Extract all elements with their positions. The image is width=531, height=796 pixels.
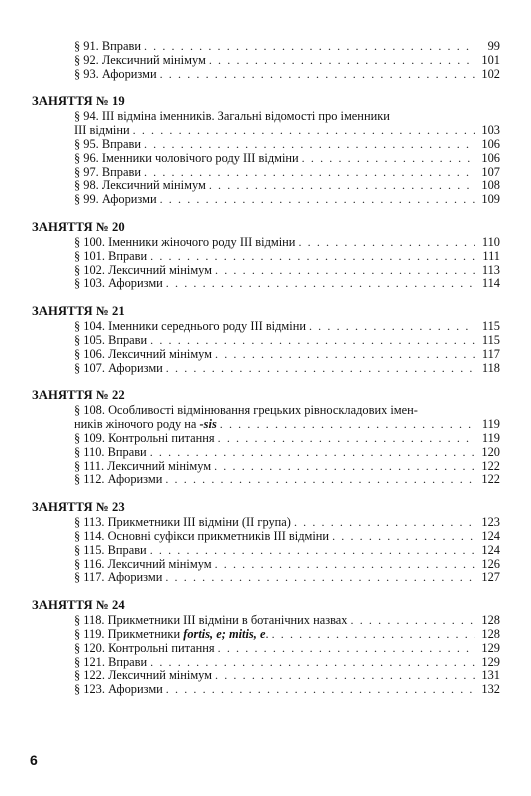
toc-entry — [74, 138, 500, 152]
toc-entry-page: 109 — [481, 192, 500, 207]
toc-entry-page: 113 — [481, 262, 500, 277]
toc-entry — [74, 516, 500, 530]
toc-entry-title: § 111. Лексичний мінімум — [74, 458, 212, 473]
toc-entry — [74, 264, 500, 278]
toc-entry-page: 122 — [481, 458, 500, 473]
toc-entry-title: § 99. Афоризми — [74, 192, 157, 207]
section-heading-24: ЗАНЯТТЯ № 24 — [32, 598, 125, 613]
latin-adjectives: fortis, e; mitis, e — [183, 626, 266, 641]
toc-group-top — [32, 40, 500, 81]
toc-entry-title: § 98. Лексичний мінімум — [74, 178, 206, 193]
toc-entry — [74, 669, 500, 683]
toc-entry-page: 132 — [481, 682, 500, 697]
toc-entry — [74, 250, 500, 264]
toc-entry-title: § 93. Афоризми — [74, 66, 157, 81]
toc-entry-title-line2: ників жіночого роду на — [74, 417, 200, 432]
toc-entry-title: § 122. Лексичний мінімум — [74, 668, 213, 683]
latin-ending: -sis — [199, 417, 217, 432]
toc-entry-title: § 97. Вправи — [74, 164, 141, 179]
toc-entry-title: § 123. Афоризми — [74, 682, 163, 697]
section-heading-21: ЗАНЯТТЯ № 21 — [32, 304, 125, 319]
toc-entry-page: 106 — [481, 150, 500, 165]
toc-entry-page: 120 — [481, 444, 500, 459]
toc-entry — [74, 40, 500, 54]
toc-entry — [74, 614, 500, 628]
toc-entry-page: 131 — [481, 668, 500, 683]
toc-entry — [74, 152, 500, 166]
toc-entry-title: § 96. Іменники чоловічого роду ІІІ відміни — [74, 150, 299, 165]
table-of-contents — [32, 40, 500, 697]
toc-entry — [74, 473, 500, 487]
toc-entry-title: § 101. Вправи — [74, 248, 148, 263]
toc-entry: § 119. Прикметники fortis, e; mitis, e. . . . 128 — [74, 628, 500, 642]
toc-entry-page: 102 — [481, 66, 500, 81]
toc-entry — [74, 642, 500, 656]
toc-entry-title: § 118. Прикметники ІІІ відміни в ботанічних назвах — [74, 613, 348, 628]
toc-entry-title: § 107. Афоризми — [74, 360, 163, 375]
toc-entry-title: § 109. Контрольні питання — [74, 430, 215, 445]
toc-entry-title: § 115. Вправи — [74, 542, 147, 557]
toc-entry-title: § 121. Вправи — [74, 654, 148, 669]
toc-entry — [74, 54, 500, 68]
toc-entry-title: § 103. Афоризми — [74, 276, 163, 291]
toc-entry-title-line2: ІІІ відміни — [74, 123, 130, 138]
toc-entry-page: 107 — [481, 164, 500, 179]
toc-entry-page: 128 — [481, 613, 500, 628]
toc-entry-page: 110 — [481, 234, 500, 249]
toc-entry-page: 129 — [481, 640, 500, 655]
toc-entry-page: 124 — [481, 542, 500, 557]
toc-entry — [74, 558, 500, 572]
section-heading-23: ЗАНЯТТЯ № 23 — [32, 500, 125, 515]
toc-entry-title: § 100. Іменники жіночого роду ІІІ відміни — [74, 234, 296, 249]
toc-entry-title: § 92. Лексичний мінімум — [74, 52, 206, 67]
section-heading-19: ЗАНЯТТЯ № 19 — [32, 94, 125, 109]
toc-entry-page: 124 — [481, 528, 500, 543]
toc-entry-multiline — [74, 404, 500, 432]
toc-entry-page: 126 — [481, 556, 500, 571]
toc-entry — [74, 68, 500, 82]
toc-entry-title: § 104. Іменники середнього роду ІІІ відміни — [74, 319, 306, 334]
toc-entry-page: 106 — [481, 136, 500, 151]
page-number: 6 — [30, 752, 38, 768]
toc-entry-title: § 114. Основні суфікси прикметників ІІІ відміни — [74, 528, 330, 543]
toc-entry — [74, 362, 500, 376]
toc-entry-title: § 91. Вправи — [74, 39, 141, 53]
toc-entry — [74, 656, 500, 670]
toc-entry-title: § 112. Афоризми — [74, 472, 163, 487]
toc-entry-page: 123 — [481, 515, 500, 530]
toc-entry — [74, 544, 500, 558]
toc-entry — [74, 334, 500, 348]
toc-entry-page: 103 — [481, 123, 500, 138]
toc-entry-page: 115 — [481, 332, 500, 347]
section-heading-22: ЗАНЯТТЯ № 22 — [32, 388, 125, 403]
toc-entry — [74, 683, 500, 697]
toc-entry-page: 119 — [481, 430, 500, 445]
toc-entry-title: § 106. Лексичний мінімум — [74, 346, 213, 361]
toc-entry — [74, 446, 500, 460]
toc-entry-title: § 102. Лексичний мінімум — [74, 262, 213, 277]
toc-entry — [74, 193, 500, 207]
toc-entry-title: § 116. Лексичний мінімум — [74, 556, 212, 571]
section-heading-20: ЗАНЯТТЯ № 20 — [32, 219, 125, 234]
toc-entry-title: § 117. Афоризми — [74, 570, 163, 585]
toc-entry — [74, 179, 500, 193]
toc-entry-page: 114 — [481, 276, 500, 291]
toc-entry-title-line1: § 94. ІІІ відміна іменників. Загальні відомості про іменники — [74, 109, 390, 124]
toc-entry-page: 108 — [481, 178, 500, 193]
toc-entry — [74, 530, 500, 544]
toc-entry-page: 129 — [481, 654, 500, 669]
toc-entry-title: § 119. Прикметники — [74, 626, 184, 641]
toc-entry — [74, 277, 500, 291]
toc-entry — [74, 432, 500, 446]
toc-entry — [74, 348, 500, 362]
toc-entry-page: 115 — [481, 319, 500, 334]
toc-entry-title: § 120. Контрольні питання — [74, 640, 215, 655]
toc-entry-page: 119 — [481, 417, 500, 432]
toc-entry — [74, 236, 500, 250]
toc-entry-page: 101 — [481, 52, 500, 67]
toc-entry-title: § 113. Прикметники ІІІ відміни (ІІ група) — [74, 515, 291, 530]
toc-entry-page: 99 — [487, 39, 500, 53]
toc-entry — [74, 320, 500, 334]
toc-entry — [74, 571, 500, 585]
toc-entry-page: 122 — [481, 472, 500, 487]
toc-entry-page: 127 — [481, 570, 500, 585]
toc-entry-page: 118 — [481, 360, 500, 375]
toc-entry-title: § 110. Вправи — [74, 444, 147, 459]
toc-entry-page: 117 — [481, 346, 500, 361]
toc-entry-multiline — [74, 110, 500, 138]
toc-entry-title: § 95. Вправи — [74, 136, 141, 151]
toc-entry-page: 128 — [481, 626, 500, 641]
toc-entry-title: § 105. Вправи — [74, 332, 148, 347]
toc-entry — [74, 166, 500, 180]
toc-entry-page: 111 — [482, 248, 500, 263]
toc-entry — [74, 460, 500, 474]
toc-entry-title-line1: § 108. Особливості відмінювання грецьких рівноскладових імен- — [74, 403, 418, 418]
